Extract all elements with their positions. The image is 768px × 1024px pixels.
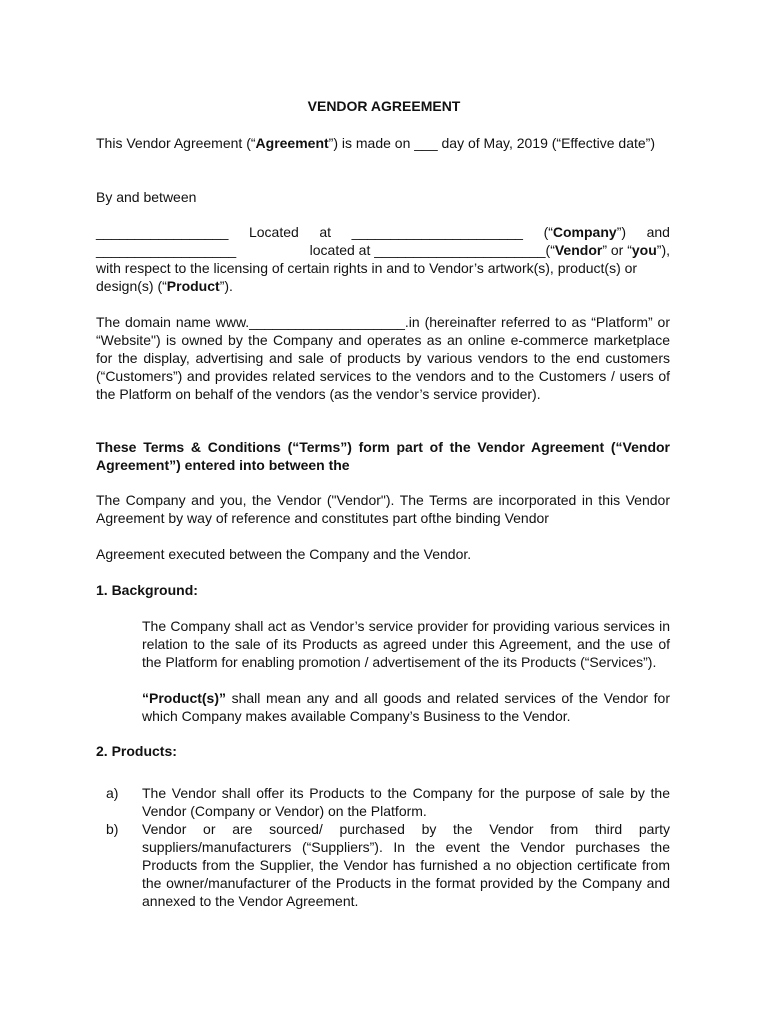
- list-item: [96, 820, 670, 910]
- executed-paragraph: Agreement executed between the Company and the Vendor.: [96, 546, 472, 562]
- list-item-text-a: The Vendor shall offer its Products to the Company for the purpose of sale by the Vendor (Company or Vendor) on the Platform.: [142, 785, 670, 819]
- intro-text-1: This Vendor Agreement (“: [96, 135, 256, 151]
- company-name-blank: _________________: [96, 224, 229, 240]
- company-close-quote: ”): [616, 224, 627, 240]
- design-close-text: ”).: [219, 278, 233, 294]
- by-between-line: By and between: [96, 189, 197, 205]
- parties-block: [96, 223, 670, 295]
- company-open-quote: (“: [543, 224, 553, 240]
- company-bold: Company: [552, 224, 617, 240]
- document-title: VENDOR AGREEMENT: [307, 98, 461, 114]
- and-word: and: [646, 224, 670, 240]
- intro-bold-agreement: Agreement: [255, 135, 329, 151]
- at-word: at: [319, 224, 332, 240]
- design-text: design(s) (“: [96, 278, 167, 294]
- you-bold: you: [631, 242, 657, 258]
- vendor-name-blank: __________________: [96, 242, 237, 258]
- background-paragraph-1: The Company shall act as Vendor’s service provider for providing various services in relation to the sale of its Products as agreed under this Agreement, and the use of the Platform for enabling promotion / advertisement of the its Products (“Services”).: [142, 618, 670, 670]
- company-definition: [544, 223, 626, 241]
- vendor-definition: [310, 241, 670, 259]
- parties-row-4: [96, 277, 670, 295]
- company-address-blank: ______________________: [351, 224, 523, 240]
- list-marker-a: a): [106, 785, 119, 801]
- vendor-close-text: ”),: [656, 242, 670, 258]
- domain-paragraph: The domain name www.____________________.in (hereinafter referred to as “Platform” or “Website") is owned by the Company and operates as an online e-commerce marketplace for the display, advertising and sale of products by various vendors to the end customers (“Customers”) and provides related services to the vendors and to the Customers / users of the Platform on behalf of the vendors (as the vendor’s service provider).: [96, 314, 670, 402]
- vendor-bold: Vendor: [554, 242, 603, 258]
- product-bold: Product: [166, 278, 220, 294]
- parties-row-1: [96, 223, 670, 241]
- background-paragraph-2: [142, 689, 670, 725]
- products-heading: 2. Products:: [96, 743, 177, 759]
- parties-row-2: [96, 241, 670, 259]
- intro-paragraph: [96, 134, 670, 152]
- products-definition-text: shall mean any and all goods and related services of the Vendor for which Company makes available Company’s Business to the Vendor.: [142, 690, 670, 724]
- located-word: Located: [248, 224, 299, 240]
- terms-paragraph: These Terms & Conditions (“Terms”) form part of the Vendor Agreement (“Vendor Agreement”) entered into between the: [96, 439, 670, 473]
- company-paragraph: The Company and you, the Vendor ("Vendor"). The Terms are incorporated in this Vendor Agreement by way of reference and constitutes part ofthe binding Vendor: [96, 492, 670, 526]
- vendor-or-text: ” or “: [602, 242, 632, 258]
- list-item: [96, 784, 670, 820]
- list-item-text-b: Vendor or are sourced/ purchased by the Vendor from third party suppliers/manufacturers (“Suppliers”). In the event the Vendor purchases the Products from the Supplier, the Vendor has furnished a no objection certificate from the owner/manufacturer of the Products in the format provided by the Company and annexed to the Vendor Agreement.: [142, 821, 670, 909]
- vendor-located-text: located at ______________________(“: [309, 242, 555, 258]
- parties-row-3: with respect to the licensing of certain rights in and to Vendor’s artwork(s), product(s) or: [96, 260, 638, 276]
- background-heading: 1. Background:: [96, 582, 198, 598]
- list-marker-b: b): [106, 821, 119, 837]
- products-definition-term: “Product(s)”: [142, 690, 226, 706]
- intro-text-2: ”) is made on ___ day of May, 2019 (“Effective date”): [328, 135, 655, 151]
